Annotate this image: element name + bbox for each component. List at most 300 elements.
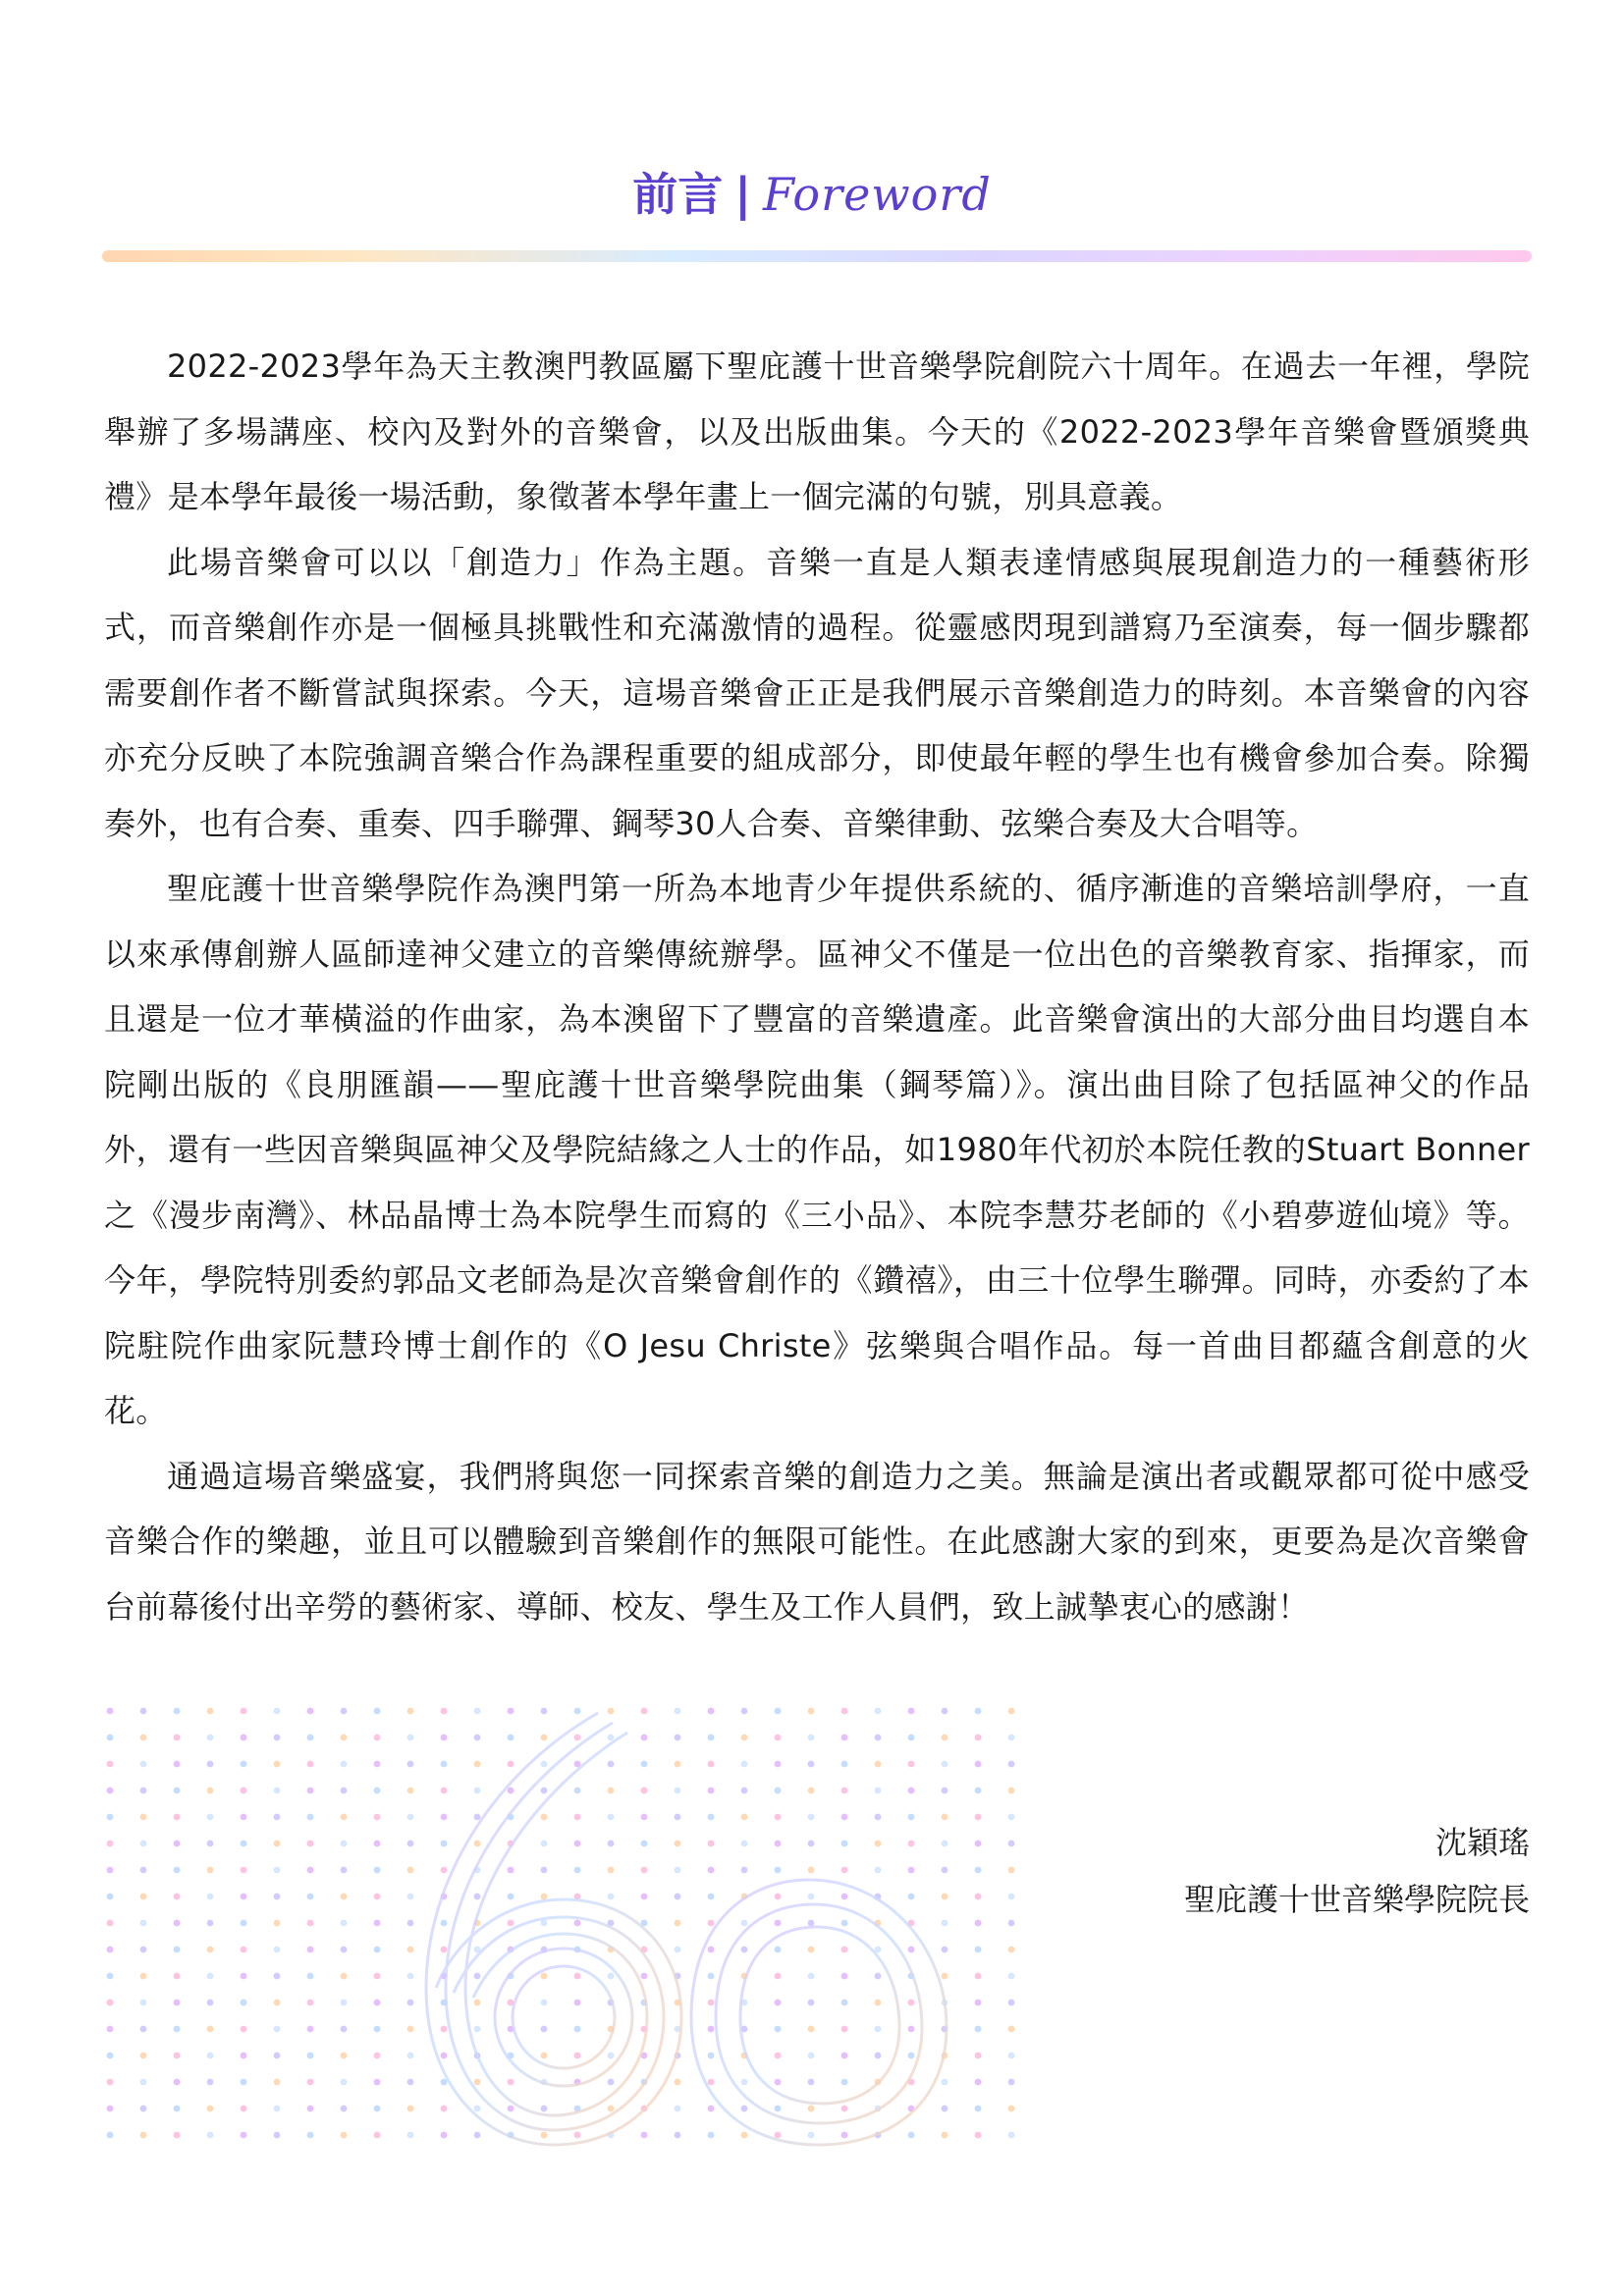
decor-dot	[675, 1867, 681, 1874]
decor-dot	[307, 1761, 314, 1768]
decor-dot	[341, 1894, 348, 1900]
decor-dot	[341, 2079, 348, 2086]
title-separator: |	[734, 168, 751, 221]
decor-dot	[841, 1947, 848, 1953]
decor-dot	[775, 1814, 782, 1821]
decor-dot	[307, 1788, 314, 1794]
decor-dot	[341, 1867, 348, 1874]
decor-dot	[841, 1867, 848, 1874]
decor-dot	[1008, 2026, 1015, 2033]
decor-dot	[341, 1788, 348, 1794]
decor-dot	[140, 2053, 147, 2059]
paragraph-2: 此場音樂會可以以「創造力」作為主題。音樂一直是人類表達情感與展現創造力的一種藝術形式，而音樂創作亦是一個極具挑戰性和充滿激情的過程。從靈感閃現到譜寫乃至演奏，每一個步驟都需要創作者不斷嘗試與探索。今天，這場音樂會正正是我們展示音樂創造力的時刻。本音樂會的內容亦充分反映了本院強調音樂合作為課程重要的組成部分，即使最年輕的學生也有機會參加合奏。除獨奏外，也有合奏、重奏、四手聯彈、鋼琴30人合奏、音樂律動、弦樂合奏及大合唱等。	[104, 543, 1530, 842]
decor-dot	[942, 2079, 948, 2086]
decor-dot	[241, 1841, 247, 1847]
decor-dot	[174, 1761, 181, 1768]
title-english: Foreword	[763, 168, 992, 221]
decor-dot	[808, 2026, 815, 2033]
decor-dot	[407, 1761, 414, 1768]
signature-block	[1184, 1814, 1530, 1928]
decor-dot	[741, 1814, 748, 1821]
decor-dot	[908, 1735, 915, 1741]
decor-dot	[274, 2000, 281, 2006]
decor-dot	[207, 1735, 214, 1741]
decor-dot	[741, 2106, 748, 2112]
decor-dot	[274, 1788, 281, 1794]
decor-dot	[775, 1761, 782, 1768]
decor-dot	[775, 2106, 782, 2112]
decor-dot	[174, 1708, 181, 1715]
decor-dot	[341, 1735, 348, 1741]
decor-dot	[474, 2132, 481, 2139]
decor-dot	[274, 1920, 281, 1927]
decor-dot	[107, 1973, 114, 1980]
decor-dot	[307, 2106, 314, 2112]
decor-dot	[574, 1708, 581, 1715]
decor-dot	[675, 1788, 681, 1794]
decor-dot	[274, 1708, 281, 1715]
decor-dot	[341, 2132, 348, 2139]
decor-dot	[541, 1841, 548, 1847]
decor-dot	[407, 2000, 414, 2006]
decor-dot	[708, 1708, 715, 1715]
decor-dot	[441, 1735, 448, 1741]
decor-dot	[140, 1708, 147, 1715]
decor-dot	[975, 1920, 982, 1927]
decor-dot	[675, 1920, 681, 1927]
decor-dot	[608, 1735, 615, 1741]
decor-dot	[341, 2000, 348, 2006]
decor-dot	[241, 1920, 247, 1927]
decor-dot	[875, 1867, 882, 1874]
decor-dot	[374, 1841, 381, 1847]
decor-dot	[174, 1867, 181, 1874]
decor-dot	[975, 1735, 982, 1741]
decor-dot	[140, 1761, 147, 1768]
decor-dot	[908, 2000, 915, 2006]
decor-dot	[841, 2000, 848, 2006]
decor-dot	[975, 2132, 982, 2139]
decor-dot	[140, 2106, 147, 2112]
decor-dot	[608, 1867, 615, 1874]
decor-dot	[107, 1894, 114, 1900]
decor-dot	[574, 1973, 581, 1980]
decor-dot	[808, 1973, 815, 1980]
decor-dot	[407, 1867, 414, 1874]
decor-dot	[441, 1841, 448, 1847]
decor-dot	[541, 1708, 548, 1715]
decor-dot	[708, 1761, 715, 1768]
decor-dot	[307, 2000, 314, 2006]
decor-dot	[508, 1735, 514, 1741]
decor-dot	[708, 1867, 715, 1874]
decor-dot	[207, 1894, 214, 1900]
decor-dot	[140, 1735, 147, 1741]
decor-dot	[675, 2132, 681, 2139]
decor-dot	[1008, 1894, 1015, 1900]
decor-dot	[1008, 1920, 1015, 1927]
decor-dot	[708, 2053, 715, 2059]
decor-dot	[374, 1708, 381, 1715]
decor-dot	[608, 1761, 615, 1768]
decor-dot	[708, 1894, 715, 1900]
decor-dot	[307, 1867, 314, 1874]
decor-dot	[441, 1814, 448, 1821]
decor-dot	[574, 1867, 581, 1874]
decor-dot	[307, 1947, 314, 1953]
decor-dot	[407, 2106, 414, 2112]
decor-dot	[641, 1894, 648, 1900]
decor-dot	[241, 2132, 247, 2139]
decor-dot	[241, 1947, 247, 1953]
decor-dot	[341, 1947, 348, 1953]
decor-dot	[875, 1761, 882, 1768]
decor-dot	[574, 1788, 581, 1794]
decor-dot	[441, 2026, 448, 2033]
decor-dot	[207, 1708, 214, 1715]
decor-dot	[207, 1920, 214, 1927]
decor-dot	[942, 1920, 948, 1927]
decor-dot	[942, 2106, 948, 2112]
decor-dot	[942, 1735, 948, 1741]
decor-dot	[908, 2132, 915, 2139]
decor-dot	[207, 2106, 214, 2112]
decor-dot	[474, 2000, 481, 2006]
decor-dot	[908, 1947, 915, 1953]
decor-dot	[975, 1867, 982, 1874]
decor-dot	[307, 2026, 314, 2033]
decor-dot	[741, 1947, 748, 1953]
decor-dot	[407, 1894, 414, 1900]
paragraph-3: 聖庇護十世音樂學院作為澳門第一所為本地青少年提供系統的、循序漸進的音樂培訓學府，一直以來承傳創辦人區師達神父建立的音樂傳統辦學。區神父不僅是一位出色的音樂教育家、指揮家，而且還是一位才華橫溢的作曲家，為本澳留下了豐富的音樂遺產。此音樂會演出的大部分曲目均選自本院剛出版的《良朋匯韻——聖庇護十世音樂學院曲集（鋼琴篇）》。演出曲目除了包括區神父的作品外，還有一些因音樂與區神父及學院結緣之人士的作品，如1980年代初於本院任教的Stuart Bonner之《漫步南灣》、林品晶博士為本院學生而寫的《三小品》、本院李慧芬老師的《小碧夢遊仙境》等。今年，學院特別委約郭品文老師為是次音樂會創作的《鑽禧》，由三十位學生聯彈。同時，亦委約了本院駐院作曲家阮慧玲博士創作的《O Jesu Christe》弦樂與合唱作品。每一首曲目都蘊含創意的火花。	[104, 870, 1530, 1429]
decor-dot	[808, 1947, 815, 1953]
decor-dot	[541, 1814, 548, 1821]
decor-dot	[474, 2026, 481, 2033]
decor-dot	[474, 2079, 481, 2086]
decor-dot	[307, 2079, 314, 2086]
decor-dot	[574, 2053, 581, 2059]
decor-dot	[341, 1761, 348, 1768]
decor-dot	[107, 2079, 114, 2086]
decor-dot	[207, 2079, 214, 2086]
decor-dot	[1008, 2106, 1015, 2112]
decor-dot	[608, 1708, 615, 1715]
decor-dot	[174, 1735, 181, 1741]
decor-dot	[474, 1894, 481, 1900]
decor-dot	[975, 2000, 982, 2006]
decor-dot	[875, 2000, 882, 2006]
decor-dot	[474, 1841, 481, 1847]
decor-dot	[741, 1735, 748, 1741]
decor-dot	[241, 1814, 247, 1821]
decor-dot	[508, 2106, 514, 2112]
decor-dot	[107, 2106, 114, 2112]
decor-dot	[174, 2053, 181, 2059]
decor-dot	[107, 2132, 114, 2139]
decor-dot	[174, 1920, 181, 1927]
decor-dot	[641, 1708, 648, 1715]
decor-dot	[174, 1788, 181, 1794]
decor-dot	[708, 1814, 715, 1821]
decor-dot	[407, 1973, 414, 1980]
decor-dot	[808, 2106, 815, 2112]
decor-dot	[841, 2026, 848, 2033]
decor-dot	[174, 1947, 181, 1953]
decor-dot	[407, 1708, 414, 1715]
decor-dot	[942, 1867, 948, 1874]
decor-dot	[274, 1761, 281, 1768]
decor-dot	[1008, 2053, 1015, 2059]
decor-dot	[741, 1761, 748, 1768]
decor-dot	[374, 1788, 381, 1794]
decor-dot	[775, 1894, 782, 1900]
decor-dot	[374, 1867, 381, 1874]
decor-dot	[441, 1788, 448, 1794]
decor-dot	[908, 2053, 915, 2059]
decor-dot	[808, 1920, 815, 1927]
decor-dot	[140, 1920, 147, 1927]
decor-dot	[708, 2079, 715, 2086]
decor-dot	[508, 1761, 514, 1768]
decor-dot	[841, 2132, 848, 2139]
decor-dot	[641, 1788, 648, 1794]
decor-dot	[407, 2132, 414, 2139]
decor-dot	[307, 2132, 314, 2139]
decor-dot	[741, 1841, 748, 1847]
decor-dot	[675, 2106, 681, 2112]
decor-dot	[374, 1920, 381, 1927]
decor-dot	[241, 1708, 247, 1715]
decor-dot	[107, 1867, 114, 1874]
decor-dot	[908, 1814, 915, 1821]
decor-dot	[107, 2000, 114, 2006]
decor-dot	[474, 1735, 481, 1741]
decor-dot	[207, 1814, 214, 1821]
decor-dot	[741, 2079, 748, 2086]
decor-dot	[908, 2026, 915, 2033]
decor-dot	[274, 2132, 281, 2139]
decor-dot	[975, 2106, 982, 2112]
decor-dot	[841, 2106, 848, 2112]
decor-dot	[942, 1761, 948, 1768]
decor-dot	[174, 1841, 181, 1847]
decor-dot	[140, 1788, 147, 1794]
decor-dot	[207, 1788, 214, 1794]
decor-dot	[775, 1788, 782, 1794]
decor-dot	[641, 2132, 648, 2139]
decor-dot	[474, 1788, 481, 1794]
decor-dot	[1008, 1735, 1015, 1741]
decor-dot	[975, 2026, 982, 2033]
decor-dot	[307, 2053, 314, 2059]
foreword-body	[104, 334, 1530, 1639]
decor-dot	[441, 1920, 448, 1927]
decor-dot	[274, 1814, 281, 1821]
decor-dot	[508, 1867, 514, 1874]
decor-dot	[374, 2026, 381, 2033]
decor-dot	[608, 2106, 615, 2112]
decor-dot	[975, 1894, 982, 1900]
decor-dot	[708, 2000, 715, 2006]
decor-dot	[241, 1761, 247, 1768]
decor-dot	[1008, 1841, 1015, 1847]
decor-dot	[1008, 1788, 1015, 1794]
decor-dot	[107, 1814, 114, 1821]
decor-dot	[675, 1761, 681, 1768]
decor-dot	[942, 1708, 948, 1715]
decor-dot	[241, 2079, 247, 2086]
decor-dot	[608, 1841, 615, 1847]
decor-dot	[608, 1788, 615, 1794]
decor-dot	[241, 2000, 247, 2006]
decor-dot	[474, 2106, 481, 2112]
decor-dot	[1008, 1947, 1015, 1953]
decor-dot	[274, 1735, 281, 1741]
title-chinese: 前言	[632, 168, 724, 221]
decor-dot	[608, 2053, 615, 2059]
decor-dot	[608, 1894, 615, 1900]
decor-dot	[675, 1841, 681, 1847]
decor-dot	[140, 1841, 147, 1847]
decor-dot	[574, 1841, 581, 1847]
decor-dot	[508, 1788, 514, 1794]
decor-dot	[741, 2132, 748, 2139]
decor-dot	[407, 2053, 414, 2059]
decor-dot	[274, 2053, 281, 2059]
decor-dot	[107, 1708, 114, 1715]
signatory-title: 聖庇護十世音樂學院院長	[1183, 1881, 1530, 1918]
decor-dot	[1008, 2000, 1015, 2006]
decor-dot	[374, 1947, 381, 1953]
decor-dot	[708, 1788, 715, 1794]
decor-dot	[708, 1920, 715, 1927]
decor-dot	[241, 2053, 247, 2059]
decor-dot	[541, 1920, 548, 1927]
decor-dot	[975, 1947, 982, 1953]
decor-dot	[374, 1761, 381, 1768]
dot-grid	[107, 1708, 1015, 2139]
decor-dot	[407, 1947, 414, 1953]
decor-dot	[274, 1894, 281, 1900]
decor-dot	[808, 2053, 815, 2059]
decor-dot	[775, 1708, 782, 1715]
decor-dot	[107, 1947, 114, 1953]
decor-dot	[708, 1841, 715, 1847]
decor-dot	[140, 2132, 147, 2139]
decor-dot	[641, 1814, 648, 1821]
decor-dot	[875, 2053, 882, 2059]
decor-dot	[374, 2053, 381, 2059]
decor-dot	[808, 1894, 815, 1900]
decor-dot	[875, 1708, 882, 1715]
decor-dot	[407, 1735, 414, 1741]
decor-dot	[574, 2132, 581, 2139]
decor-dot	[441, 1761, 448, 1768]
decor-dot	[942, 1894, 948, 1900]
decor-dot	[441, 2053, 448, 2059]
decor-dot	[641, 1761, 648, 1768]
decor-dot	[775, 1867, 782, 1874]
decor-dot	[107, 1841, 114, 1847]
decor-dot	[675, 1894, 681, 1900]
decor-dot	[207, 1973, 214, 1980]
decor-dot	[808, 2132, 815, 2139]
decor-dot	[808, 1841, 815, 1847]
decor-dot	[741, 1867, 748, 1874]
decor-dot	[174, 1814, 181, 1821]
decor-dot	[441, 2132, 448, 2139]
decor-dot	[975, 1708, 982, 1715]
decor-dot	[541, 2026, 548, 2033]
decor-dot	[1008, 2132, 1015, 2139]
decor-dot	[875, 2026, 882, 2033]
decor-dot	[675, 2079, 681, 2086]
page-title	[0, 165, 1624, 224]
signatory-name: 沈穎瑤	[1435, 1824, 1530, 1861]
decor-dot	[841, 1761, 848, 1768]
decor-dot	[641, 1735, 648, 1741]
decor-dot	[841, 2053, 848, 2059]
decor-dot	[541, 1894, 548, 1900]
decor-dot	[474, 1973, 481, 1980]
decor-dot	[107, 1788, 114, 1794]
decor-dot	[841, 1894, 848, 1900]
decor-dot	[908, 1761, 915, 1768]
decor-dot	[207, 1867, 214, 1874]
decor-dot	[140, 1973, 147, 1980]
decor-dot	[541, 1788, 548, 1794]
decor-dot	[775, 2132, 782, 2139]
decor-dot	[841, 1973, 848, 1980]
decor-dot	[140, 1814, 147, 1821]
decor-dot	[374, 2106, 381, 2112]
decor-dot	[775, 2053, 782, 2059]
decor-dot	[107, 1735, 114, 1741]
decor-dot	[841, 1814, 848, 1821]
decor-dot	[374, 1973, 381, 1980]
decor-dot	[708, 2026, 715, 2033]
decor-dot	[374, 2079, 381, 2086]
decor-dot	[407, 1920, 414, 1927]
decor-dot	[875, 1788, 882, 1794]
decor-dot	[174, 2106, 181, 2112]
decor-dot	[541, 2132, 548, 2139]
decor-dot	[374, 1814, 381, 1821]
decor-dot	[808, 1735, 815, 1741]
decor-dot	[608, 2079, 615, 2086]
decor-dot	[274, 2079, 281, 2086]
decor-dot	[140, 2000, 147, 2006]
gradient-divider	[102, 250, 1532, 262]
decor-dot	[608, 1814, 615, 1821]
decor-dot	[708, 2132, 715, 2139]
decor-dot	[841, 1708, 848, 1715]
decor-dot	[641, 1973, 648, 1980]
decor-dot	[1008, 1814, 1015, 1821]
decor-dot	[407, 2079, 414, 2086]
anniversary-60-dot-pattern-icon	[102, 1703, 1035, 2155]
decor-dot	[1008, 1761, 1015, 1768]
decor-dot	[508, 1894, 514, 1900]
paragraph-4: 通過這場音樂盛宴，我們將與您一同探索音樂的創造力之美。無論是演出者或觀眾都可從中感受音樂合作的樂趣，並且可以體驗到音樂創作的無限可能性。在此感謝大家的到來，更要為是次音樂會台前幕後付出辛勞的藝術家、導師、校友、學生及工作人員們，致上誠摯衷心的感謝！	[104, 1457, 1530, 1626]
decor-dot	[341, 1920, 348, 1927]
decor-dot	[341, 1708, 348, 1715]
decor-dot	[942, 2132, 948, 2139]
decor-dot	[741, 1708, 748, 1715]
decor-dot	[975, 2079, 982, 2086]
decor-dot	[808, 1761, 815, 1768]
decor-dot	[241, 2026, 247, 2033]
